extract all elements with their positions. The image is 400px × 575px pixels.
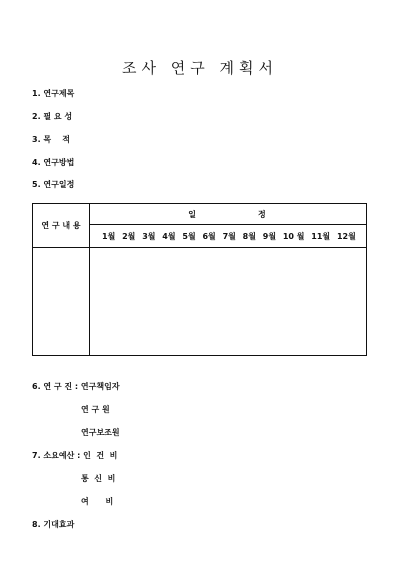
month-label: 3월 (142, 231, 156, 241)
schedule-cell (90, 248, 367, 356)
researcher-label: 연 구 원 (81, 405, 110, 414)
schedule-table (32, 203, 367, 356)
page-title: 조사 연구 계획서 (122, 59, 278, 77)
section-purpose: 3. 목 적 (32, 135, 70, 144)
section-researchers: 6. 연 구 진 : 연구책임자 (32, 382, 120, 391)
section-research-title: 1. 연구제목 (32, 89, 75, 98)
month-label: 10 월 (282, 231, 305, 241)
schedule-header-b: 정 (258, 209, 268, 219)
month-label: 6월 (202, 231, 216, 241)
month-label: 4월 (162, 231, 176, 241)
communication-cost-label: 통 신 비 (81, 474, 116, 483)
month-label: 8월 (242, 231, 256, 241)
month-label: 7월 (222, 231, 236, 241)
month-label: 12월 (336, 231, 356, 241)
month-label: 2월 (122, 231, 136, 241)
months-row (90, 225, 367, 248)
schedule-header-a: 일 (188, 209, 198, 219)
month-label: 9월 (262, 231, 277, 241)
section-expected-effects: 8. 기대효과 (32, 520, 75, 529)
month-label: 5월 (182, 231, 196, 241)
schedule-header (90, 204, 367, 225)
section-schedule: 5. 연구일정 (32, 180, 75, 189)
month-label: 1월 (102, 231, 116, 241)
content-cell (33, 248, 90, 356)
assistant-label: 연구보조원 (81, 428, 120, 437)
travel-cost-label: 여 비 (81, 497, 114, 506)
month-label: 11월 (311, 231, 331, 241)
section-method: 4. 연구방법 (32, 158, 75, 167)
section-necessity: 2. 필 요 성 (32, 112, 73, 121)
section-budget: 7. 소요예산 : 인 건 비 (32, 451, 118, 460)
content-header: 연 구 내 용 (33, 204, 90, 248)
